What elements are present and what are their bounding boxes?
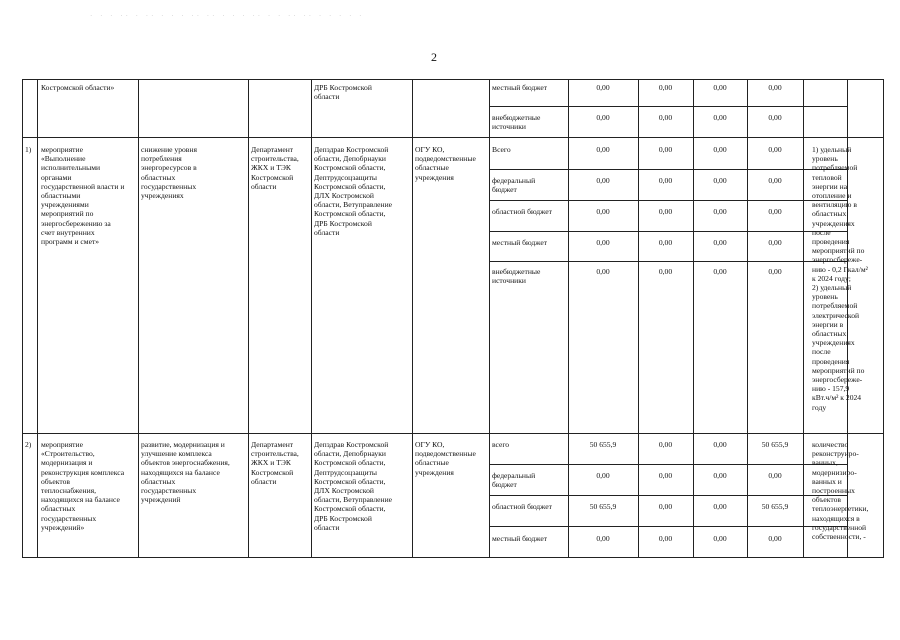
row1-val-4-4: 0,00	[768, 238, 782, 247]
row0-val-2-3: 0,00	[713, 113, 727, 122]
grid-line	[489, 169, 847, 170]
row0-executor: ДРБ Костромской области	[314, 83, 372, 102]
row1-index: 1)	[25, 145, 32, 154]
row1-val-5-1: 0,00	[596, 267, 610, 276]
row0-name: Костромской области»	[41, 83, 115, 92]
row2-name: мероприятие «Строительство, модернизация и реконструкция комплекса объектов теплоснабжения, находящихся на балансе областных государственных учреждений»	[41, 440, 125, 532]
grid-line	[489, 526, 847, 527]
row1-val-3-1: 0,00	[596, 207, 610, 216]
row1-coordinator: Департамент строительства, ЖКХ и ТЭК Костромской области	[251, 145, 299, 191]
page-number: 2	[431, 50, 437, 64]
row1-indicators: 1) удельный уровень потребляемой тепловой энергии на отопление и вентиляцию в областных учреждениях после проведения мероприятий по энергосбереже- нию - 0,2 Гкал/м² к 2024 году; 2) удельный уровень потребляемой электрической энергии в областных учреждениях после проведения мероприятий по энергосбереже- нию - 157,9 кВт.ч/м² к 2024 году	[812, 145, 868, 412]
row2-val-2-3: 0,00	[713, 471, 727, 480]
row2-val-4-1: 0,00	[596, 534, 610, 543]
row1-val-1-3: 0,00	[713, 145, 727, 154]
row1-name: мероприятие «Выполнение исполнительными органами государственной власти и областными учреждениями мероприятий по энергосбережению за счет внутренних программ и смет»	[41, 145, 125, 247]
row1-source-3: областной бюджет	[492, 207, 552, 216]
row1-source-5: внебюджетные источники	[492, 267, 541, 286]
grid-line	[489, 464, 847, 465]
program-table	[22, 79, 884, 557]
grid-line	[412, 79, 413, 557]
table-border-right	[883, 79, 884, 557]
row0-val-1-3: 0,00	[713, 83, 727, 92]
row2-val-3-4: 50 655,9	[761, 502, 789, 511]
row1-val-3-3: 0,00	[713, 207, 727, 216]
row0-val-2-1: 0,00	[596, 113, 610, 122]
row1-source-1: Всего	[492, 145, 511, 154]
row2-val-1-4: 50 655,9	[761, 440, 789, 449]
row0-val-2-4: 0,00	[768, 113, 782, 122]
row0-val-1-1: 0,00	[596, 83, 610, 92]
row2-executor: Депздрав Костромской области, Депобрнауки Костромской области, Дептрудсоцзащиты Костромской области, ДЛХ Костромской области, Ветуправление Костромской области, ДРБ Костромской области	[314, 440, 393, 532]
row1-val-1-1: 0,00	[596, 145, 610, 154]
table-border-bottom	[22, 557, 884, 558]
row2-val-3-2: 0,00	[658, 502, 673, 511]
row1-executor: Депздрав Костромской области, Депобрнауки Костромской области, Дептрудсоцзащиты Костромской области, ДЛХ Костромской области, Ветуправление Костромской области, ДРБ Костромской области	[314, 145, 393, 237]
row2-val-4-4: 0,00	[768, 534, 782, 543]
row2-val-4-3: 0,00	[713, 534, 727, 543]
row2-val-4-2: 0,00	[658, 534, 673, 543]
row1-val-2-3: 0,00	[713, 176, 727, 185]
row1-recipient: ОГУ КО, подведомственные областные учреждения	[415, 145, 476, 182]
row2-source-4: местный бюджет	[492, 534, 548, 543]
row2-indicators: количество реконструиро- ванных, модернизиро- ванных и построенных объектов теплоэнергетики, находящихся в государственной собственности, -	[812, 440, 869, 542]
row1-source-4: местный бюджет	[492, 238, 548, 247]
table-border-left	[22, 79, 23, 557]
row0-val-2-2: 0,00	[658, 113, 673, 122]
grid-line	[489, 261, 847, 262]
row2-source-1: всего	[492, 440, 510, 449]
grid-line	[22, 137, 884, 138]
row1-val-5-2: 0,00	[658, 267, 673, 276]
grid-line	[138, 79, 139, 557]
row2-goal: развитие, модернизация и улучшение комплекса объектов энергоснабжения, находящихся на балансе областных государственных учреждений	[141, 440, 230, 505]
row1-val-4-1: 0,00	[596, 238, 610, 247]
row1-val-4-3: 0,00	[713, 238, 727, 247]
row2-source-2: федеральный бюджет	[492, 471, 536, 490]
grid-line	[311, 79, 312, 557]
row2-val-2-2: 0,00	[658, 471, 673, 480]
row2-val-3-1: 50 655,9	[589, 502, 617, 511]
row2-val-3-3: 0,00	[713, 502, 727, 511]
row1-source-2: федеральный бюджет	[492, 176, 536, 195]
row0-source-1: местный бюджет	[492, 83, 548, 92]
row1-val-5-4: 0,00	[768, 267, 782, 276]
grid-line	[489, 231, 847, 232]
row2-val-1-3: 0,00	[713, 440, 727, 449]
grid-line	[489, 200, 847, 201]
row1-val-1-2: 0,00	[658, 145, 673, 154]
table-border-top	[22, 79, 884, 80]
row2-val-1-2: 0,00	[658, 440, 673, 449]
row1-val-3-2: 0,00	[658, 207, 673, 216]
row1-val-5-3: 0,00	[713, 267, 727, 276]
row2-val-1-1: 50 655,9	[589, 440, 617, 449]
row1-val-4-2: 0,00	[658, 238, 673, 247]
row2-coordinator: Департамент строительства, ЖКХ и ТЭК Костромской области	[251, 440, 299, 486]
row1-val-3-4: 0,00	[768, 207, 782, 216]
row2-val-2-1: 0,00	[596, 471, 610, 480]
row2-recipient: ОГУ КО, подведомственные областные учреждения	[415, 440, 476, 477]
grid-line	[37, 79, 38, 557]
row1-val-2-1: 0,00	[596, 176, 610, 185]
grid-line	[489, 106, 847, 107]
scan-header-noise: · · · ·· · ·· · · · ·· ·· · · · ·· · · ·· ·· · · · · ·	[90, 12, 365, 20]
row0-source-2: внебюджетные источники	[492, 113, 541, 132]
grid-line	[489, 79, 490, 557]
grid-line	[489, 495, 847, 496]
grid-line	[22, 433, 884, 434]
grid-line	[803, 79, 804, 557]
row0-val-1-2: 0,00	[658, 83, 673, 92]
row1-val-2-2: 0,00	[658, 176, 673, 185]
row0-val-1-4: 0,00	[768, 83, 782, 92]
grid-line	[248, 79, 249, 557]
row2-val-2-4: 0,00	[768, 471, 782, 480]
row2-source-3: областной бюджет	[492, 502, 552, 511]
row1-val-1-4: 0,00	[768, 145, 782, 154]
row1-val-2-4: 0,00	[768, 176, 782, 185]
row2-index: 2)	[25, 440, 32, 449]
row1-goal: снижение уровня потребления энергоресурсов в областных государственных учреждениях	[141, 145, 197, 201]
